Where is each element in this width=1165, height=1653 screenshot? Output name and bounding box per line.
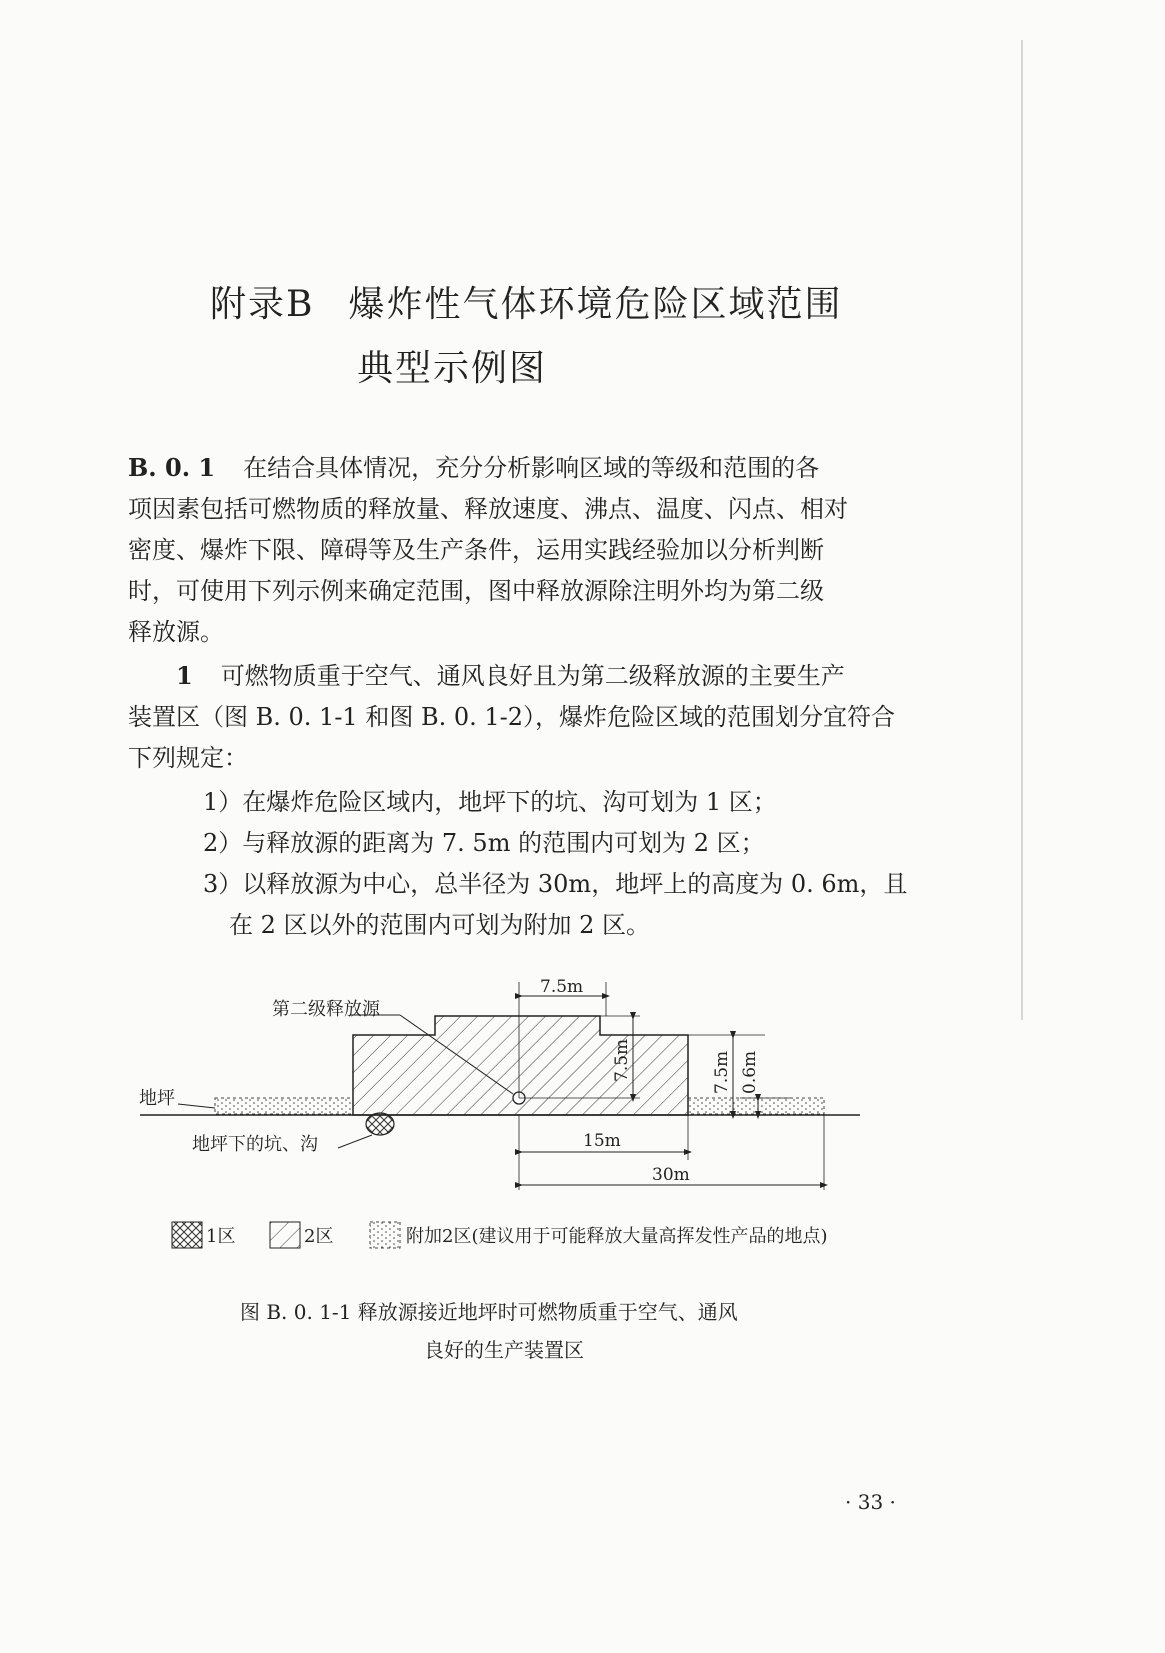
extra-zone2-left	[215, 1098, 353, 1114]
pit-zone1	[366, 1113, 394, 1135]
item1-line3: 下列规定：	[128, 744, 248, 772]
appendix-title-text: 爆炸性气体环境危险区域范围	[348, 284, 843, 325]
legend-extra-swatch	[370, 1222, 400, 1248]
para-b01-line4: 时，可使用下列示例来确定范围，图中释放源除注明外均为第二级	[128, 577, 824, 605]
page-number: · 33 ·	[845, 1490, 896, 1514]
para-b01-label: B. 0. 1	[128, 453, 216, 482]
para-b01-line2: 项因素包括可燃物质的释放量、释放速度、沸点、温度、闪点、相对	[128, 495, 848, 523]
figure-caption-line2: 良好的生产装置区	[424, 1338, 584, 1362]
item1-line2: 装置区（图 B. 0. 1-1 和图 B. 0. 1-2），爆炸危险区域的范围划分宜符合	[128, 703, 896, 731]
para-b01-line5: 释放源。	[128, 618, 224, 646]
para-b01-line3: 密度、爆炸下限、障碍等及生产条件，运用实践经验加以分析判断	[128, 536, 824, 564]
item1-line1: 1 可燃物质重于空气、通风良好且为第二级释放源的主要生产	[176, 661, 845, 690]
dim-inner-v-label: 7.5m	[612, 1038, 632, 1082]
label-ground: 地坪	[139, 1088, 175, 1109]
extra-zone2-right	[688, 1098, 824, 1114]
appendix-label: 附录B	[210, 284, 315, 325]
sub-item-2: 2）与释放源的距离为 7. 5m 的范围内可划为 2 区；	[203, 829, 765, 857]
figure-caption-line1: 图 B. 0. 1-1 释放源接近地坪时可燃物质重于空气、通风	[240, 1300, 738, 1324]
sub-item-3-cont: 在 2 区以外的范围内可划为附加 2 区。	[229, 911, 651, 939]
legend-extra-label: 附加2区(建议用于可能释放大量高挥发性产品的地点)	[406, 1226, 828, 1247]
dim-15-label: 15m	[583, 1131, 621, 1151]
dim-top-label: 7.5m	[540, 977, 584, 997]
legend-zone2-swatch	[270, 1222, 300, 1248]
label-release-source: 第二级释放源	[272, 999, 380, 1020]
item1-label: 1	[176, 661, 193, 690]
legend-zone2-label: 2区	[304, 1226, 334, 1247]
dim-small-v-label: 0.6m	[740, 1050, 760, 1094]
appendix-title-line2: 典型示例图	[357, 348, 548, 389]
sub-item-1: 1）在爆炸危险区域内，地坪下的坑、沟可划为 1 区；	[203, 788, 777, 816]
dim-outer-v-label: 7.5m	[712, 1050, 732, 1094]
sub-item-3: 3）以释放源为中心，总半径为 30m，地坪上的高度为 0. 6m，且	[203, 870, 908, 898]
label-pit: 地坪下的坑、沟	[192, 1134, 318, 1155]
para-b01-line1: B. 0. 1 在结合具体情况，充分分析影响区域的等级和范围的各	[128, 453, 820, 482]
dim-30-label: 30m	[652, 1165, 690, 1185]
legend-zone1-swatch	[172, 1222, 202, 1248]
legend-zone1-label: 1区	[206, 1226, 236, 1247]
